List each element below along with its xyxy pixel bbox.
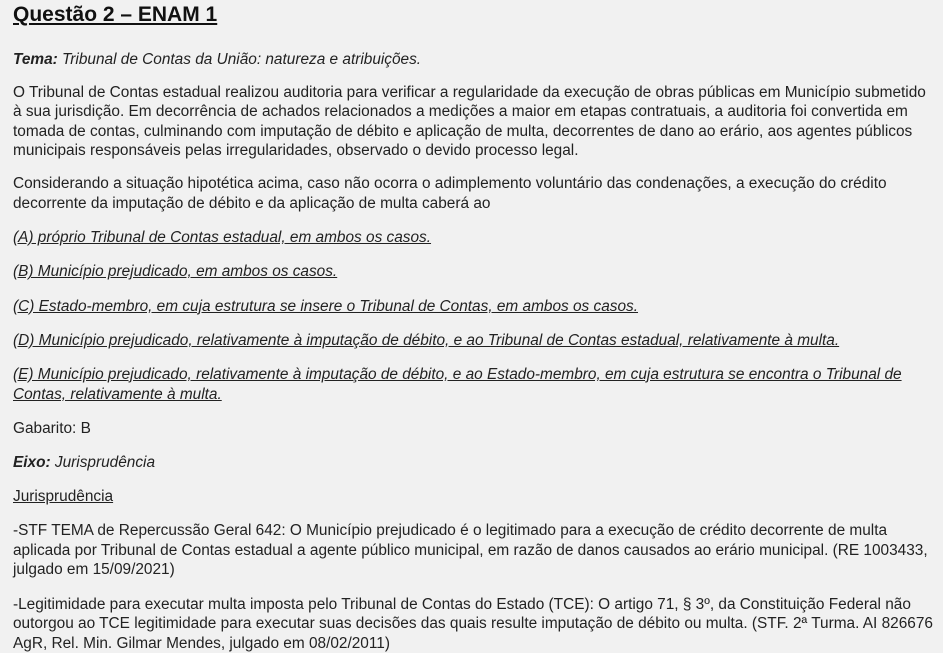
option-d[interactable]: (D) Município prejudicado, relativamente à imputação de débito, e ao Tribunal de Contas estadual, relativamente à multa. bbox=[13, 331, 840, 349]
eixo-value: Jurisprudência bbox=[50, 453, 156, 471]
jurisprudence-heading: Jurisprudência bbox=[13, 488, 114, 506]
eixo-line bbox=[13, 453, 935, 473]
jurisprudence-item: -Legitimidade para executar multa imposta pelo Tribunal de Contas do Estado (TCE): O artigo 71, § 3º, da Constituição Federal não outorgou ao TCE legitimidade para executar suas decisões das quais resulte imputação de débito ou multa. (STF. 2ª Turma. AI 826676 AgR, Rel. Min. Gilmar Mendes, julgado em 08/02/2011) bbox=[13, 595, 933, 652]
jurisprudence-item: -STF TEMA de Repercussão Geral 642: O Município prejudicado é o legitimado para a execução de crédito decorrente de multa aplicada por Tribunal de Contas estadual a agente público municipal, em razão de danos causados ao erário municipal. (RE 1003433, julgado em 15/09/2021) bbox=[13, 522, 928, 579]
option-e[interactable]: (E) Município prejudicado, relativamente à imputação de débito, e ao Estado-membro, em cuja estrutura se encontra o Tribunal de Contas, relativamente à multa. bbox=[13, 365, 902, 403]
tema-value: Tribunal de Contas da União: natureza e atribuições. bbox=[57, 51, 422, 68]
option-a[interactable]: (A) próprio Tribunal de Contas estadual, em ambos os casos. bbox=[13, 229, 432, 247]
question-statement: O Tribunal de Contas estadual realizou auditoria para verificar a regularidade da execução de obras públicas em Município submetido à sua jurisdição. Em decorrência de achados relacionados a medições a maior em etapas contratuais, a auditoria foi convertida em tomada de contas, culminando com imputação de débito e aplicação de multa, decorrentes de dano ao erário, aos agentes públicos municipais responsáveis pelas irregularidades, observado o devido processo legal. bbox=[13, 83, 926, 160]
tema-line bbox=[13, 50, 935, 70]
option-c[interactable]: (C) Estado-membro, em cuja estrutura se insere o Tribunal de Contas, em ambos os casos. bbox=[13, 297, 639, 315]
question-prompt: Considerando a situação hipotética acima, caso não ocorra o adimplemento voluntário das condenações, a execução do crédito decorrente da imputação de débito e da aplicação de multa caberá ao bbox=[13, 174, 887, 212]
tema-label: Tema: bbox=[13, 51, 58, 68]
option-b[interactable]: (B) Município prejudicado, em ambos os casos. bbox=[13, 263, 338, 281]
answer-key: Gabarito: B bbox=[13, 419, 91, 437]
eixo-label: Eixo: bbox=[13, 453, 51, 471]
question-heading: Questão 2 – ENAM 1 bbox=[13, 3, 218, 26]
